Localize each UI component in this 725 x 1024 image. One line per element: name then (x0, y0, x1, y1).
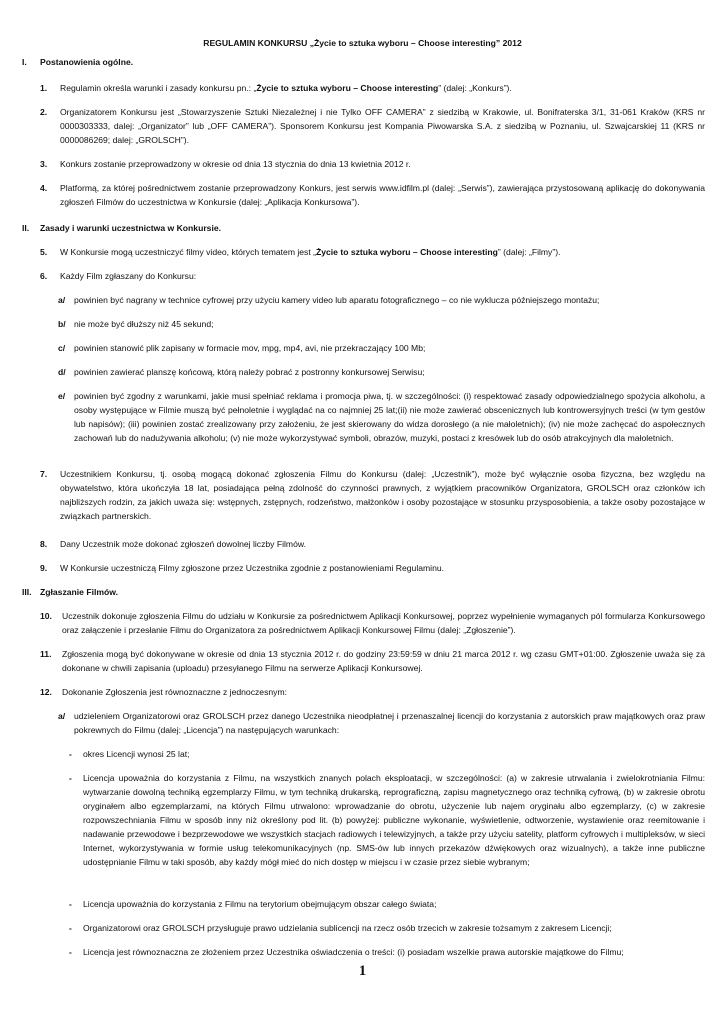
paragraph-number: 6. (40, 271, 48, 281)
section-number: II. (22, 223, 30, 233)
paragraph-text: Każdy Film zgłaszany do Konkursu: (60, 271, 197, 281)
paragraph-number: 7. (40, 469, 48, 479)
paragraph-number: 5. (40, 247, 48, 257)
paragraph-text: W Konkursie mogą uczestniczyć filmy video, których tematem jest „ (60, 247, 316, 257)
section-number: III. (22, 587, 32, 597)
subpoint-b (58, 317, 705, 331)
dash-item-3 (69, 897, 705, 911)
subpoint-12a (58, 709, 705, 737)
paragraph-number: 11. (40, 649, 52, 659)
paragraph-text: Dokonanie Zgłoszenia jest równoznaczne z jednoczesnym: (62, 687, 287, 697)
paragraph-text-end: ” (dalej: „Filmy”). (497, 247, 561, 257)
section-heading-2 (22, 221, 221, 235)
subpoint-label: d/ (58, 367, 66, 377)
dash-item-2 (69, 771, 705, 869)
dash-text: Licencja jest równoznaczna ze złożeniem przez Uczestnika oświadczenia o treści: (i) posiadam wszelkie prawa autorskie majątkowe do Filmu; (83, 947, 624, 957)
dash-bullet: - (69, 773, 72, 783)
section-title: Postanowienia ogólne. (40, 57, 134, 67)
paragraph-number: 3. (40, 159, 48, 169)
dash-text: Licencja upoważnia do korzystania z Filmu, na wszystkich znanych polach eksploatacji, w szczególności: (a) w zakresie utrwalania i zwielokrotniania Filmu: wytwarzanie dowolną techniką egzemplarzy Filmu, w tym techniką drukarską, reprograficzną, zapisu magnetycznego oraz techniką cyfrową, (b) w zakresie obrotu oryginałem albo egzemplarzami, na których Filmu utrwalono: wprowadzanie do obrotu, użyczenie lub najem oryginału albo egzemplarzy, (c) w zakresie rozpowszechniania Filmu w sposób inny niż określony pod lit. (b) powyżej: publiczne wykonanie, wyświetlenie, odtworzenie, wystawienie oraz reemitowanie i nadawanie przewodowe i bezprzewodowe we wszystkich stacjach radiowych i telewizyjnych, a także przy użyciu satelity, platform cyfrowych i multipleksów, w sieci Internet, wykorzystywania w formie usług telekomunikacyjnych (np. SMS-ów lub innych przekazów dźwiękowych oraz wizualnych), a także inne publiczne udostępnianie Filmu w taki sposób, aby każdy mógł mieć do nich dostęp w miejscu i w czasie przez siebie wybranym; (83, 773, 705, 867)
paragraph-text: Konkurs zostanie przeprowadzony w okresie od dnia 13 stycznia do dnia 13 kwietnia 2012 r. (60, 159, 411, 169)
paragraph-number: 8. (40, 539, 48, 549)
paragraph-11 (40, 647, 705, 675)
dash-item-5 (69, 945, 705, 959)
subpoint-label: a/ (58, 295, 66, 305)
paragraph-text: Zgłoszenia mogą być dokonywane w okresie od dnia 13 stycznia 2012 r. do godziny 23:59:59 w dniu 21 marca 2012 r. wg czasu GMT+01:00. Zgłoszenie uważa się za dokonane w chwili zapisania (uploadu) przesyłanego Filmu na serwerze Aplikacji Konkursowej. (62, 649, 705, 673)
section-heading-3 (22, 585, 118, 599)
section-heading-1 (22, 55, 133, 69)
paragraph-3 (40, 157, 705, 171)
contest-name: Życie to sztuka wyboru – Choose interesting (315, 247, 498, 257)
paragraph-text: Regulamin określa warunki i zasady konkursu pn.: „ (60, 83, 257, 93)
subpoint-text: powinien być zgodny z warunkami, jakie musi spełniać reklama i promocja piwa, tj. w szczególności: (i) respektować zasady odpowiedzialnego spożycia alkoholu, a osoby występujące w Filmie muszą być pełnoletnie i wyglądać na co najmniej 25 lat;(ii) nie może zawierać obscenicznych lub kontrowersyjnych treści (w tym gestów lub napisów); (iii) powinien zostać zrealizowany przy założeniu, że jest skierowany do widza dorosłego (a nie małoletnich); (iv) nie może zachęcać do aspołecznych zachowań lub do nadużywania alkoholu; (v) nie może wykorzystywać symboli, obrazów, muzyki, postaci z kresówek lub do osób atrakcyjnych dla małoletnich. (74, 391, 705, 443)
paragraph-number: 1. (40, 83, 48, 93)
paragraph-text: Organizatorem Konkursu jest „Stowarzyszenie Sztuki Niezależnej i nie Tylko OFF CAMERA” z siedzibą w Krakowie, ul. Bonifraterska 3/1, 31-061 Kraków (KRS nr 0000303333, dalej: „Organizator” lub „OFF CAMERA”). Sponsorem Konkursu jest Kompania Piwowarska S.A. z siedzibą w Poznaniu, ul. Szwajcarskiej 11 (KRS nr 0000086269; dalej: „GROLSCH”). (60, 107, 705, 145)
paragraph-number: 2. (40, 107, 48, 117)
paragraph-text-end: ” (dalej: „Konkurs”). (438, 83, 512, 93)
subpoint-text: powinien stanowić plik zapisany w formacie mov, mpg, mp4, avi, nie przekraczający 100 Mb; (74, 343, 426, 353)
subpoint-text: nie może być dłuższy niż 45 sekund; (74, 319, 214, 329)
paragraph-5 (40, 245, 705, 259)
subpoint-text: powinien być nagrany w technice cyfrowej przy użyciu kamery video lub aparatu fotograficznego – co nie wyklucza późniejszego montażu; (74, 295, 600, 305)
subpoint-label: c/ (58, 343, 66, 353)
paragraph-number: 4. (40, 183, 48, 193)
paragraph-text: Platformą, za której pośrednictwem zostanie przeprowadzony Konkurs, jest serwis www.idfilm.pl (dalej: „Serwis”), zawierająca przystosowaną aplikację do dokonywania zgłoszeń Filmów do uczestnictwa w Konkursie (dalej: „Aplikacja Konkursowa”). (60, 183, 705, 207)
document-title: REGULAMIN KONKURSU „Życie to sztuka wyboru – Choose interesting” 2012 (203, 38, 522, 48)
dash-bullet: - (69, 749, 72, 759)
paragraph-text: Uczestnik dokonuje zgłoszenia Filmu do udziału w Konkursie za pośrednictwem Aplikacji Konkursowej, poprzez wypełnienie wymaganych pól formularza Konkursowego oraz załączenie i przesłanie Filmu do Organizatora za pośrednictwem Aplikacji Konkursowej Filmu (dalej: „Zgłoszenie”). (62, 611, 705, 635)
section-number: I. (22, 57, 27, 67)
dash-text: okres Licencji wynosi 25 lat; (83, 749, 190, 759)
paragraph-text: W Konkursie uczestniczą Filmy zgłoszone przez Uczestnika zgodnie z postanowieniami Regulaminu. (60, 563, 445, 573)
subpoint-a (58, 293, 705, 307)
paragraph-9 (40, 561, 705, 575)
subpoint-label: e/ (58, 391, 66, 401)
subpoint-label: a/ (58, 711, 66, 721)
subpoint-text: powinien zawierać planszę końcową, którą należy pobrać z postronny konkursowej Serwisu; (74, 367, 425, 377)
subpoint-c (58, 341, 705, 355)
section-title: Zasady i warunki uczestnictwa w Konkursie. (40, 223, 222, 233)
dash-text: Organizatorowi oraz GROLSCH przysługuje prawo udzielania sublicencji na rzecz osób trzecich w zakresie tożsamym z zakresem Licencji; (83, 923, 612, 933)
paragraph-4 (40, 181, 705, 209)
paragraph-1 (40, 81, 705, 95)
subpoint-text: udzieleniem Organizatorowi oraz GROLSCH przez danego Uczestnika nieodpłatnej i przenaszalnej licencji do korzystania z autorskich praw majątkowych oraz praw pokrewnych do Filmu (dalej: „Licencja”) na następujących warunkach: (74, 711, 705, 735)
page-number: 1 (358, 963, 367, 979)
paragraph-2 (40, 105, 705, 147)
dash-bullet: - (69, 947, 72, 957)
paragraph-number: 12. (40, 687, 52, 697)
dash-bullet: - (69, 923, 72, 933)
subpoint-label: b/ (58, 319, 66, 329)
subpoint-e (58, 389, 705, 445)
contest-name: Życie to sztuka wyboru – Choose interesting (256, 83, 439, 93)
paragraph-8 (40, 537, 705, 551)
paragraph-number: 10. (40, 611, 52, 621)
paragraph-7 (40, 467, 705, 523)
paragraph-10 (40, 609, 705, 637)
section-title: Zgłaszanie Filmów. (40, 587, 118, 597)
paragraph-number: 9. (40, 563, 48, 573)
dash-item-4 (69, 921, 705, 935)
dash-item-1 (69, 747, 705, 761)
paragraph-text: Dany Uczestnik może dokonać zgłoszeń dowolnej liczby Filmów. (60, 539, 306, 549)
paragraph-text: Uczestnikiem Konkursu, tj. osobą mogącą dokonać zgłoszenia Filmu do Konkursu (dalej: „Uczestnik”), może być wyłącznie osoba fizyczna, bez względu na obywatelstwo, która ukończyła 18 lat, posiadająca pełną zdolność do czynności prawnych, z wyjątkiem pracowników Organizatora, GROLSCH oraz członków ich najbliższych rodzin, za jakich uważa się: wstępnych, zstępnych, rodzeństwo, małżonków i osoby pozostające w stosunku przysposobienia, a także osoby pozostające w związkach partnerskich. (60, 469, 705, 521)
dash-bullet: - (69, 899, 72, 909)
dash-text: Licencja upoważnia do korzystania z Filmu na terytorium obejmującym obszar całego świata; (83, 899, 437, 909)
subpoint-d (58, 365, 705, 379)
paragraph-6 (40, 269, 705, 283)
paragraph-12 (40, 685, 705, 699)
